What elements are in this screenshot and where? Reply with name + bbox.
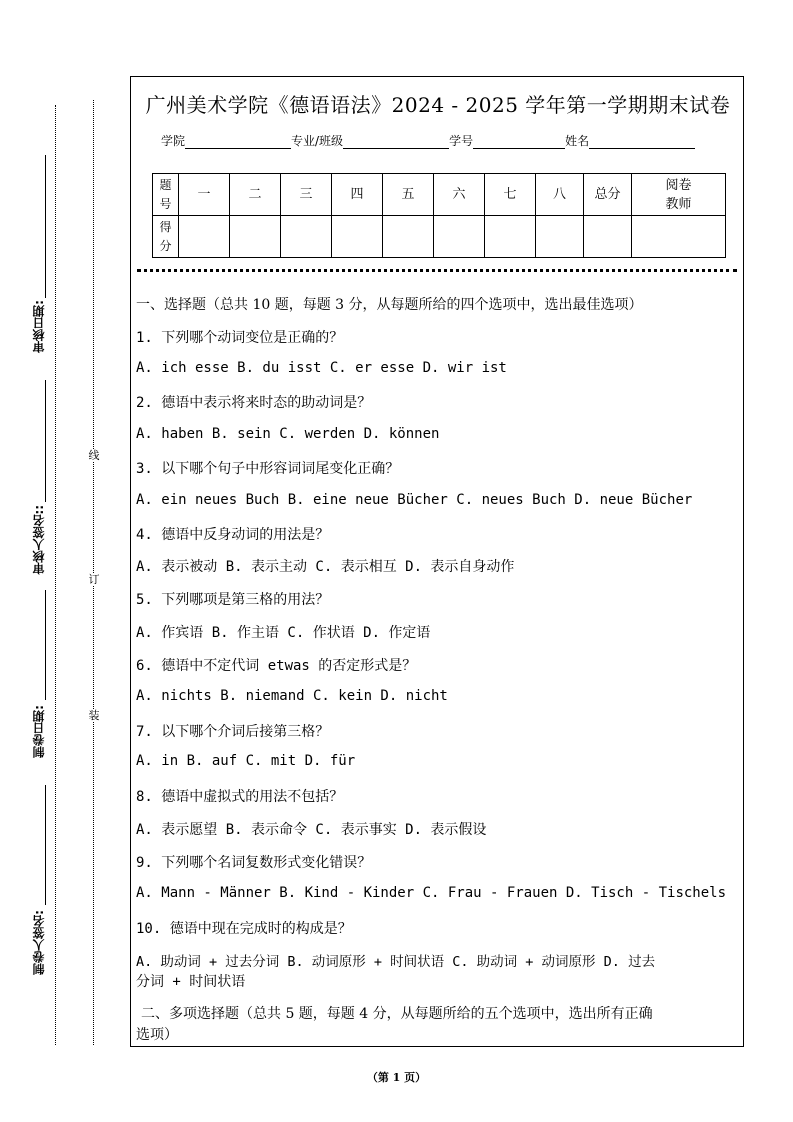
college-field[interactable] (185, 136, 291, 149)
name-label: 姓名 (565, 134, 590, 148)
student-id-field[interactable] (473, 136, 565, 149)
question-options: A. 助动词 + 过去分词 B. 动词原形 + 时间状语 C. 助动词 + 动词原形 D. 过去 (136, 954, 656, 970)
question-options: A. 表示被动 B. 表示主动 C. 表示相互 D. 表示自身动作 (136, 559, 515, 575)
reviewer-signature-label: 审核人签名:: (32, 505, 46, 575)
binding-dotted-line-outer (55, 105, 56, 1045)
maker-signature-label: 制卷人签名: (32, 910, 46, 975)
score-cell[interactable] (230, 216, 281, 258)
score-cell[interactable] (281, 216, 332, 258)
question-options-continued: 分词 + 时间状语 (136, 974, 246, 990)
score-col-1: 一 (179, 174, 230, 216)
question-options: A. Mann - Männer B. Kind - Kinder C. Frau - Frauen D. Tisch - Tischels (136, 885, 727, 901)
score-col-7: 七 (485, 174, 536, 216)
question-text: 2. 德语中表示将来时态的助动词是？ (136, 395, 372, 411)
maker-date-line (45, 590, 46, 700)
student-id-label: 学号 (449, 134, 474, 148)
score-col-total: 总分 (584, 174, 632, 216)
score-col-6: 六 (434, 174, 485, 216)
question-text: 10. 德语中现在完成时的构成是？ (136, 921, 352, 937)
section2-title-line2: 选项） (136, 1027, 178, 1043)
question-options: A. ein neues Buch B. eine neue Bücher C. neues Buch D. neue Bücher (136, 492, 693, 508)
binding-char-order: 订 (88, 573, 100, 586)
question-text: 8. 德语中虚拟式的用法不包括？ (136, 789, 344, 805)
question-options: A. nichts B. niemand C. kein D. nicht (136, 688, 448, 704)
score-col-3: 三 (281, 174, 332, 216)
score-table (152, 173, 726, 258)
question-text: 1. 下列哪个动词变位是正确的？ (136, 330, 344, 346)
question-text: 6. 德语中不定代词 etwas 的否定形式是？ (136, 658, 417, 674)
score-col-4: 四 (332, 174, 383, 216)
college-label: 学院 (161, 134, 186, 148)
maker-signature-line (45, 785, 46, 905)
section1-title: 一、选择题（总共 10 题，每题 3 分，从每题所给的四个选项中，选出最佳选项） (136, 297, 643, 313)
review-date-line (45, 155, 46, 298)
section-separator (137, 269, 737, 272)
name-field[interactable] (589, 136, 695, 149)
exam-frame (130, 76, 744, 1047)
score-cell[interactable] (536, 216, 584, 258)
question-options: A. 作宾语 B. 作主语 C. 作状语 D. 作定语 (136, 625, 431, 641)
score-col-5: 五 (383, 174, 434, 216)
score-value-row (153, 216, 726, 258)
reviewer-signature-line (45, 380, 46, 502)
page-number: （第 1 页） (366, 1071, 427, 1084)
score-cell[interactable] (434, 216, 485, 258)
score-cell[interactable] (383, 216, 434, 258)
score-cell[interactable] (584, 216, 632, 258)
question-options: A. ich esse B. du isst C. er esse D. wir ist (136, 360, 507, 376)
question-text: 9. 下列哪个名词复数形式变化错误？ (136, 855, 372, 871)
binding-char-line: 线 (88, 449, 100, 462)
score-cell[interactable] (179, 216, 230, 258)
question-no-header: 题号 (153, 174, 179, 216)
question-options: A. in B. auf C. mit D. für (136, 753, 356, 769)
score-row-label: 得分 (153, 216, 179, 258)
question-text: 3. 以下哪个句子中形容词词尾变化正确？ (136, 461, 400, 477)
info-row (161, 132, 695, 149)
maker-date-label: 制卷日期: (32, 705, 46, 758)
score-col-8: 八 (536, 174, 584, 216)
section2-title-line1: 二、多项选择题（总共 5 题，每题 4 分，从每题所给的五个选项中，选出所有正确 (141, 1006, 653, 1022)
score-cell[interactable] (485, 216, 536, 258)
question-options: A. 表示愿望 B. 表示命令 C. 表示事实 D. 表示假设 (136, 822, 487, 838)
score-col-2: 二 (230, 174, 281, 216)
score-header-row (153, 174, 726, 216)
score-cell[interactable] (632, 216, 726, 258)
review-date-label: 审核日期: (32, 300, 46, 353)
major-class-label: 专业/班级 (291, 134, 344, 148)
question-text: 4. 德语中反身动词的用法是？ (136, 527, 330, 543)
major-class-field[interactable] (343, 136, 449, 149)
exam-title: 广州美术学院《德语语法》2024 - 2025 学年第一学期期末试卷 (145, 93, 731, 117)
grader-header: 阅卷教师 (632, 174, 726, 216)
binding-char-bind: 装 (88, 709, 100, 722)
question-options: A. haben B. sein C. werden D. können (136, 426, 440, 442)
question-text: 5. 下列哪项是第三格的用法？ (136, 592, 330, 608)
score-cell[interactable] (332, 216, 383, 258)
question-text: 7. 以下哪个介词后接第三格？ (136, 724, 330, 740)
